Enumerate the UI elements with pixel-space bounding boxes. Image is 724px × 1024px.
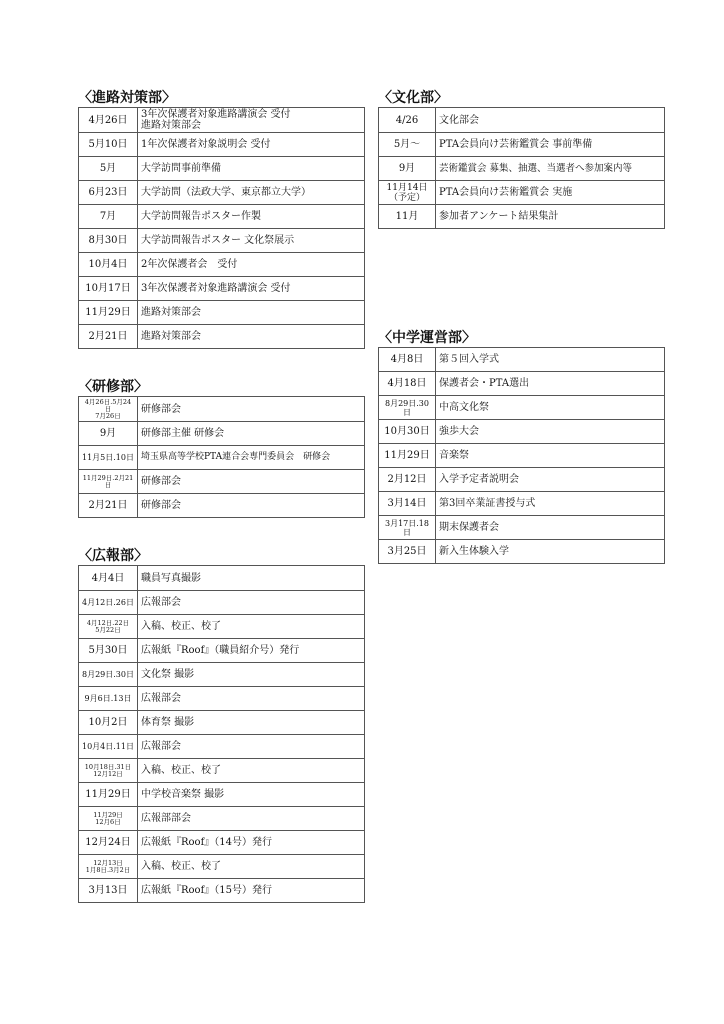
chugaku-section — [378, 329, 665, 564]
event-cell: 第3回卒業証書授与式 — [436, 492, 665, 516]
table-row — [379, 205, 665, 229]
event-cell: 進路対策部会 — [138, 301, 365, 325]
date-cell: 7月 — [79, 205, 138, 229]
event-cell: 広報紙『Roof』（14号）発行 — [138, 831, 365, 855]
kenshu-heading: 〈研修部〉 — [78, 379, 148, 395]
event-cell: 研修部会 — [138, 494, 365, 518]
event-cell: 強歩大会 — [436, 420, 665, 444]
event-cell: 研修部会 — [138, 397, 365, 422]
event-cell: 入稿、校正、校了 — [138, 855, 365, 879]
table-row — [379, 396, 665, 420]
event-cell: 体育祭 撮影 — [138, 711, 365, 735]
event-cell: 大学訪問（法政大学、東京都立大学） — [138, 181, 365, 205]
date-cell: 9月 — [79, 422, 138, 446]
event-cell: PTA会員向け芸術鑑賞会 事前準備 — [436, 133, 665, 157]
table-row — [79, 229, 365, 253]
event-cell: 広報紙『Roof』（15号）発行 — [138, 879, 365, 903]
event-cell: 広報部会 — [138, 591, 365, 615]
date-cell: 11月29日 — [79, 783, 138, 807]
event-cell: 文化部会 — [436, 108, 665, 133]
date-cell: 3月17日.18日 — [379, 516, 436, 540]
table-row — [379, 468, 665, 492]
table-row — [79, 470, 365, 494]
table-row — [79, 253, 365, 277]
kenshu-section — [78, 378, 365, 518]
event-cell: 大学訪問報告ポスター作製 — [138, 205, 365, 229]
table-row — [79, 566, 365, 591]
shinro-heading: 〈進路対策部〉 — [78, 90, 176, 106]
event-cell: 文化祭 撮影 — [138, 663, 365, 687]
date-cell: 4月12日.22日 5月22日 — [79, 615, 138, 639]
date-cell: 11月29日 12月6日 — [79, 807, 138, 831]
date-cell: 10月4日.11日 — [79, 735, 138, 759]
event-cell: 1年次保護者対象説明会 受付 — [138, 133, 365, 157]
date-cell: 2月21日 — [79, 494, 138, 518]
chugaku-table — [378, 347, 665, 564]
table-row — [79, 205, 365, 229]
table-row — [379, 108, 665, 133]
date-cell: 12月24日 — [79, 831, 138, 855]
table-row — [79, 663, 365, 687]
bunka-heading: 〈文化部〉 — [378, 90, 448, 106]
table-row — [79, 181, 365, 205]
table-row — [79, 446, 365, 470]
koho-heading: 〈広報部〉 — [78, 548, 148, 564]
table-row — [79, 157, 365, 181]
event-cell: 入稿、校正、校了 — [138, 759, 365, 783]
table-row — [79, 133, 365, 157]
event-cell: 入稿、校正、校了 — [138, 615, 365, 639]
event-cell: 大学訪問事前準備 — [138, 157, 365, 181]
date-cell: 10月17日 — [79, 277, 138, 301]
shinro-section — [78, 89, 365, 349]
date-cell: 10月4日 — [79, 253, 138, 277]
event-cell: 保護者会・PTA選出 — [436, 372, 665, 396]
date-cell: 10月18日.31日 12月12日 — [79, 759, 138, 783]
table-row — [379, 181, 665, 205]
bunka-section — [378, 89, 665, 229]
table-row — [79, 855, 365, 879]
table-row — [79, 108, 365, 133]
event-cell: 2年次保護者会 受付 — [138, 253, 365, 277]
table-row — [379, 133, 665, 157]
event-cell: 芸術鑑賞会 募集、抽選、当選者へ参加案内等 — [436, 157, 665, 181]
date-cell: 12月13日 1月8日.3月2日 — [79, 855, 138, 879]
date-cell: 8月30日 — [79, 229, 138, 253]
event-cell: 期末保護者会 — [436, 516, 665, 540]
table-row — [379, 372, 665, 396]
table-row — [379, 157, 665, 181]
table-row — [379, 540, 665, 564]
table-row — [79, 494, 365, 518]
table-row — [79, 711, 365, 735]
event-cell: 広報部会 — [138, 735, 365, 759]
koho-table — [78, 565, 365, 903]
date-cell: 8月29日.30日 — [79, 663, 138, 687]
table-row — [79, 735, 365, 759]
date-cell: 2月12日 — [379, 468, 436, 492]
bunka-table — [378, 107, 665, 229]
date-cell: 2月21日 — [79, 325, 138, 349]
table-row — [79, 301, 365, 325]
table-row — [79, 615, 365, 639]
event-cell: 職員写真撮影 — [138, 566, 365, 591]
event-cell: 第５回入学式 — [436, 348, 665, 372]
table-row — [79, 687, 365, 711]
table-row — [79, 807, 365, 831]
table-row — [379, 348, 665, 372]
table-row — [79, 277, 365, 301]
table-row — [379, 420, 665, 444]
table-row — [79, 422, 365, 446]
table-row — [379, 444, 665, 468]
date-cell: 5月30日 — [79, 639, 138, 663]
event-cell: 参加者アンケート結果集計 — [436, 205, 665, 229]
date-cell: 3月13日 — [79, 879, 138, 903]
date-cell: 11月 — [379, 205, 436, 229]
date-cell: 8月29日.30日 — [379, 396, 436, 420]
event-cell: 中高文化祭 — [436, 396, 665, 420]
date-cell: 3月14日 — [379, 492, 436, 516]
table-row — [79, 759, 365, 783]
event-cell: 埼玉県高等学校PTA連合会専門委員会 研修会 — [138, 446, 365, 470]
date-cell: 11月29日 — [379, 444, 436, 468]
shinro-table — [78, 107, 365, 349]
table-row — [79, 591, 365, 615]
event-cell: 広報紙『Roof』（職員紹介号）発行 — [138, 639, 365, 663]
date-cell: 5月 — [79, 157, 138, 181]
date-cell: 11月29日 — [79, 301, 138, 325]
date-cell: 6月23日 — [79, 181, 138, 205]
event-cell: 広報部会 — [138, 687, 365, 711]
koho-section — [78, 547, 365, 903]
table-row — [79, 831, 365, 855]
date-cell: 4月18日 — [379, 372, 436, 396]
table-row — [79, 879, 365, 903]
date-cell: 11月14日 （予定） — [379, 181, 436, 205]
date-cell: 9月6日.13日 — [79, 687, 138, 711]
event-cell: 3年次保護者対象進路講演会 受付 進路対策部会 — [138, 108, 365, 133]
event-cell: 中学校音楽祭 撮影 — [138, 783, 365, 807]
table-row — [79, 639, 365, 663]
date-cell: 4月8日 — [379, 348, 436, 372]
table-row — [79, 325, 365, 349]
date-cell: 5月～ — [379, 133, 436, 157]
kenshu-table — [78, 396, 365, 518]
date-cell: 5月10日 — [79, 133, 138, 157]
table-row — [79, 397, 365, 422]
date-cell: 4月4日 — [79, 566, 138, 591]
event-cell: 音楽祭 — [436, 444, 665, 468]
date-cell: 10月30日 — [379, 420, 436, 444]
chugaku-heading: 〈中学運営部〉 — [378, 330, 476, 346]
table-row — [379, 492, 665, 516]
event-cell: PTA会員向け芸術鑑賞会 実施 — [436, 181, 665, 205]
date-cell: 3月25日 — [379, 540, 436, 564]
event-cell: 入学予定者説明会 — [436, 468, 665, 492]
table-row — [379, 516, 665, 540]
event-cell: 研修部主催 研修会 — [138, 422, 365, 446]
date-cell: 11月29日.2月21日 — [79, 470, 138, 494]
date-cell: 11月5日.10日 — [79, 446, 138, 470]
event-cell: 新入生体験入学 — [436, 540, 665, 564]
date-cell: 4/26 — [379, 108, 436, 133]
event-cell: 広報部部会 — [138, 807, 365, 831]
date-cell: 10月2日 — [79, 711, 138, 735]
date-cell: 4月26日.5月24日 7月26日 — [79, 397, 138, 422]
event-cell: 研修部会 — [138, 470, 365, 494]
event-cell: 大学訪問報告ポスター 文化祭展示 — [138, 229, 365, 253]
date-cell: 4月12日.26日 — [79, 591, 138, 615]
table-row — [79, 783, 365, 807]
date-cell: 4月26日 — [79, 108, 138, 133]
event-cell: 3年次保護者対象進路講演会 受付 — [138, 277, 365, 301]
date-cell: 9月 — [379, 157, 436, 181]
event-cell: 進路対策部会 — [138, 325, 365, 349]
